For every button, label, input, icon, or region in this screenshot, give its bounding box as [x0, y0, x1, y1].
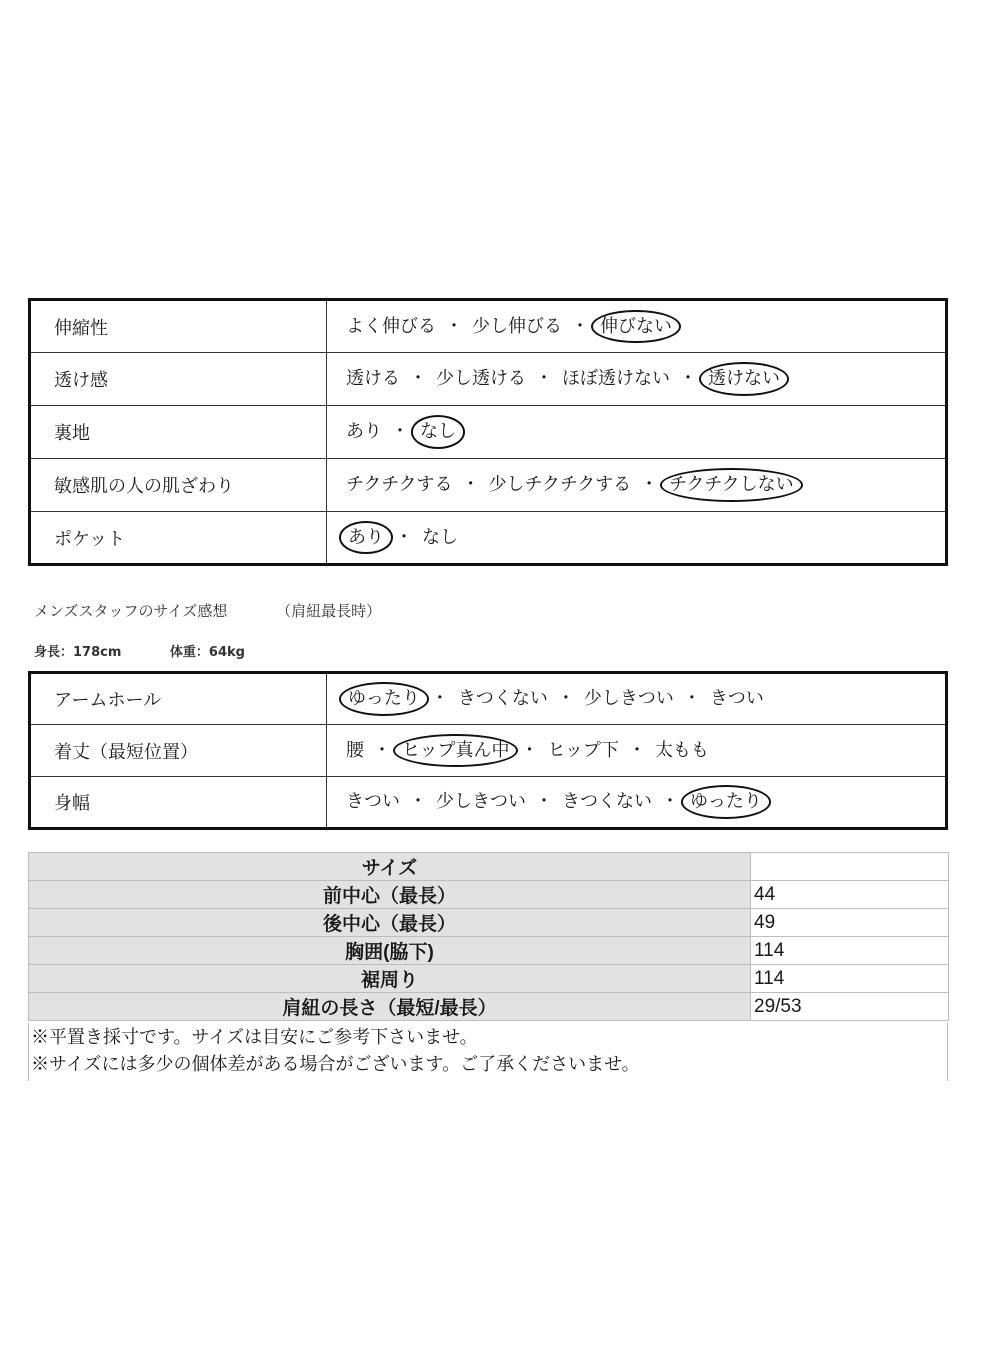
option-separator: ・	[640, 474, 659, 496]
attribute-options	[327, 777, 947, 829]
option: なし	[422, 526, 458, 548]
attribute-row	[30, 300, 947, 353]
attribute-row	[30, 353, 947, 406]
option: 太もも	[654, 739, 709, 761]
option: 少し伸びる	[472, 315, 562, 337]
option-separator: ・	[661, 791, 679, 813]
option: よく伸びる	[346, 315, 436, 337]
size-label: 肩紐の長さ（最短/最長）	[29, 993, 751, 1021]
attribute-options	[327, 459, 947, 512]
attribute-row	[30, 406, 947, 459]
size-value: 44	[751, 881, 949, 909]
option: きつい	[709, 688, 764, 710]
option: 透ける	[346, 368, 400, 390]
option-separator: ・	[409, 791, 427, 813]
option: きつくない	[457, 688, 548, 710]
selected-option: あり	[339, 521, 393, 555]
selected-option: ヒップ真ん中	[393, 734, 518, 768]
attribute-label: 敏感肌の人の肌ざわり	[30, 459, 327, 512]
attribute-row	[30, 512, 947, 565]
selected-option: 伸びない	[591, 310, 681, 344]
staff-size-caption	[34, 600, 381, 621]
option: きつい	[346, 791, 400, 813]
size-row	[29, 993, 949, 1021]
attribute-label: 着丈（最短位置）	[30, 725, 327, 777]
option-separator: ・	[520, 739, 539, 761]
option-separator: ・	[461, 474, 480, 496]
option-separator: ・	[679, 368, 697, 390]
size-row	[29, 965, 949, 993]
size-label: サイズ	[29, 853, 751, 881]
size-value: 49	[751, 909, 949, 937]
option: 少しチクチクする	[488, 474, 632, 496]
staff-body-info	[34, 641, 245, 660]
size-notes	[28, 1023, 948, 1081]
option: 少しきつい	[583, 688, 674, 710]
option: 腰	[346, 739, 364, 761]
option-separator: ・	[445, 315, 463, 337]
staff-height: 身長：178cm	[34, 645, 122, 660]
attribute-label: 身幅	[30, 777, 327, 829]
option-separator: ・	[535, 368, 553, 390]
attribute-row	[30, 725, 947, 777]
size-value	[751, 853, 949, 881]
fabric-attributes-table	[28, 298, 948, 566]
option-separator: ・	[571, 315, 589, 337]
attribute-label: 伸縮性	[30, 300, 327, 353]
option: チクチクする	[346, 474, 453, 496]
attribute-options	[327, 353, 947, 406]
attribute-options	[327, 673, 947, 725]
selected-option: ゆったり	[681, 785, 771, 819]
attribute-label: アームホール	[30, 673, 327, 725]
selected-option: ゆったり	[339, 682, 429, 716]
option-separator: ・	[627, 739, 646, 761]
option: あり	[346, 421, 382, 443]
size-label: 胸囲(脇下)	[29, 937, 751, 965]
option: きつくない	[562, 791, 652, 813]
option-separator: ・	[391, 421, 409, 443]
attribute-options	[327, 300, 947, 353]
size-value: 114	[751, 937, 949, 965]
size-measurements-table	[28, 852, 949, 1021]
size-row	[29, 937, 949, 965]
attribute-label: 裏地	[30, 406, 327, 459]
staff-caption-note: （肩紐最長時）	[276, 602, 382, 620]
option-separator: ・	[373, 739, 391, 761]
option-separator: ・	[535, 791, 553, 813]
option: ほぼ透けない	[562, 368, 670, 390]
size-row	[29, 853, 949, 881]
staff-weight: 体重：64kg	[169, 645, 245, 660]
option-separator: ・	[395, 526, 413, 548]
size-label: 裾周り	[29, 965, 751, 993]
size-label: 後中心（最長）	[29, 909, 751, 937]
size-value: 29/53	[751, 993, 949, 1021]
attribute-row	[30, 459, 947, 512]
option-separator: ・	[556, 688, 575, 710]
size-row	[29, 909, 949, 937]
size-note-line: ※平置き採寸です。サイズは目安にご参考下さいませ。	[31, 1027, 478, 1047]
selected-option: なし	[411, 415, 465, 449]
attribute-options	[327, 512, 947, 565]
attribute-row	[30, 673, 947, 725]
size-note-line: ※サイズには多少の個体差がある場合がございます。ご了承くださいませ。	[31, 1054, 640, 1074]
attribute-label: ポケット	[30, 512, 327, 565]
attribute-label: 透け感	[30, 353, 327, 406]
option-separator: ・	[682, 688, 701, 710]
selected-option: チクチクしない	[660, 468, 803, 502]
size-label: 前中心（最長）	[29, 881, 751, 909]
option: 少し透ける	[436, 368, 526, 390]
staff-caption-title: メンズスタッフのサイズ感想	[34, 602, 228, 620]
size-row	[29, 881, 949, 909]
attribute-row	[30, 777, 947, 829]
fit-impressions-table	[28, 671, 948, 830]
selected-option: 透けない	[699, 362, 789, 396]
attribute-options	[327, 725, 947, 777]
option: 少しきつい	[436, 791, 526, 813]
option: ヒップ下	[547, 739, 619, 761]
size-value: 114	[751, 965, 949, 993]
option-separator: ・	[430, 688, 449, 710]
option-separator: ・	[409, 368, 427, 390]
attribute-options	[327, 406, 947, 459]
